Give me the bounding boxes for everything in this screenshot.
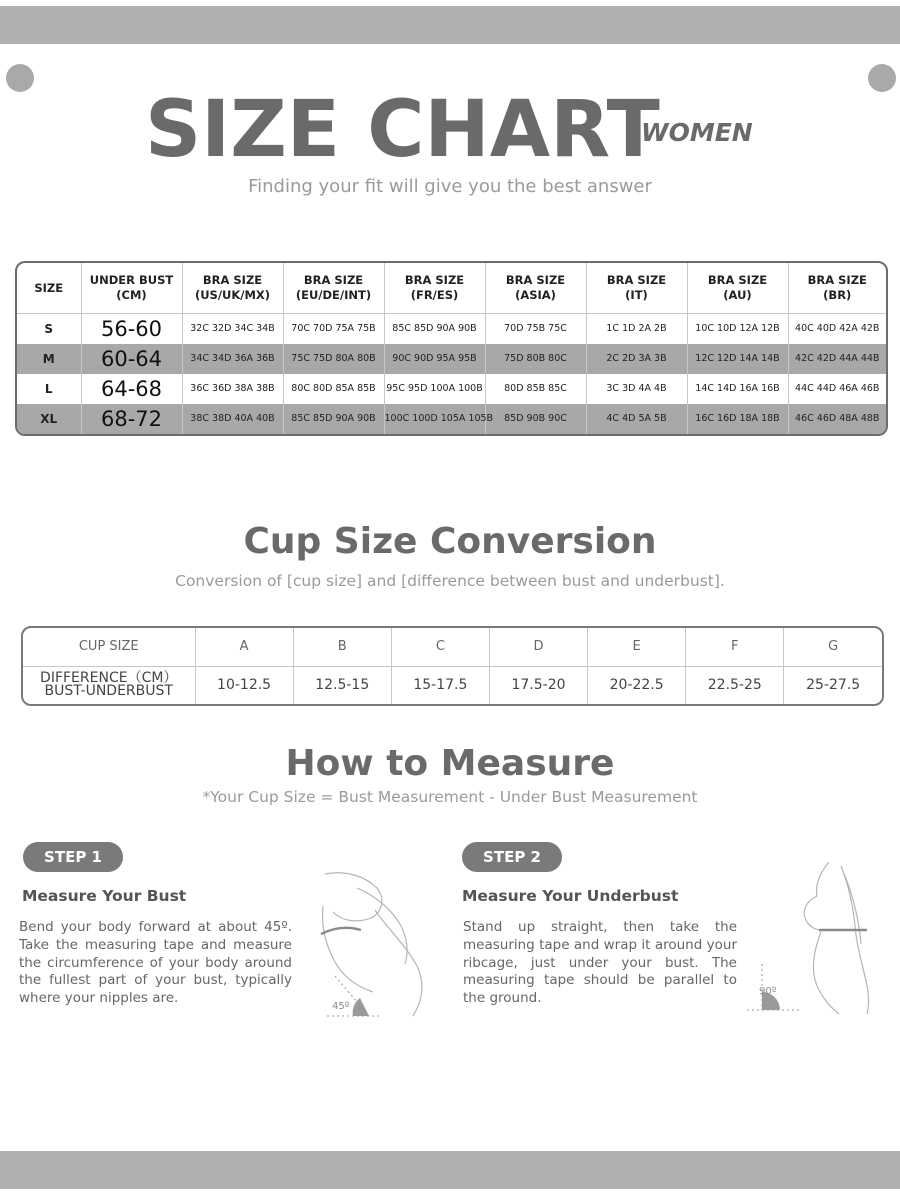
size-table-header: SIZE xyxy=(34,280,64,295)
bra-size-cell: 1C 1D 2A 2B xyxy=(586,314,687,344)
size-cell: S xyxy=(44,321,54,336)
measure-section-title: How to Measure xyxy=(285,743,615,784)
under-bust-cell: 68-72 xyxy=(81,404,182,434)
bra-size-cell: 42C 42D 44A 44B xyxy=(788,344,886,374)
title-badge-women: WOMEN xyxy=(641,118,753,147)
bra-size-cell: 34C 34D 36A 36B xyxy=(182,344,283,374)
cup-range-cell: 25-27.5 xyxy=(784,666,882,704)
step2-pill: STEP 2 xyxy=(462,842,562,872)
measure-formula: *Your Cup Size = Bust Measurement - Under Bust Measurement xyxy=(202,788,698,806)
under-bust-cell: 60-64 xyxy=(81,344,182,374)
difference-label xyxy=(23,666,195,704)
bra-size-cell: 100C 100D 105A 105B xyxy=(384,404,485,434)
bra-size-cell: 70D 75B 75C xyxy=(485,314,586,344)
step2-angle-label: 90º xyxy=(759,986,777,997)
cup-letter-cell: F xyxy=(686,628,784,666)
bra-size-cell: 95C 95D 100A 100B xyxy=(384,374,485,404)
size-cell: M xyxy=(42,351,55,366)
bra-size-cell: 12C 12D 14A 14B xyxy=(687,344,788,374)
cup-range-cell: 15-17.5 xyxy=(391,666,489,704)
size-cell: L xyxy=(44,381,53,396)
step2-text: Stand up straight, then take the measuring tape and wrap it around your ribcage, just under your bust. The measuring tape should be parallel to the ground. xyxy=(463,919,737,1007)
bra-size-cell: 40C 40D 42A 42B xyxy=(788,314,886,344)
cup-section-title: Cup Size Conversion xyxy=(243,521,657,562)
size-table-header: BRA SIZE (AU) xyxy=(687,263,788,314)
cup-range-cell: 10-12.5 xyxy=(195,666,293,704)
bra-size-cell: 38C 38D 40A 40B xyxy=(182,404,283,434)
bra-size-cell: 85C 85D 90A 90B xyxy=(283,404,384,434)
cup-letter-cell: A xyxy=(195,628,293,666)
step2-heading: Measure Your Underbust xyxy=(462,887,679,905)
size-table-header: BRA SIZE (ASIA) xyxy=(485,263,586,314)
cup-section-subtitle: Conversion of [cup size] and [difference between bust and underbust]. xyxy=(175,572,725,590)
bra-size-cell: 3C 3D 4A 4B xyxy=(586,374,687,404)
size-table-header: BRA SIZE (IT) xyxy=(586,263,687,314)
size-table-row xyxy=(17,314,886,344)
cup-range-cell: 12.5-15 xyxy=(293,666,391,704)
cup-range-cell: 22.5-25 xyxy=(686,666,784,704)
left-dot-decoration xyxy=(6,64,34,92)
cup-size-label: CUP SIZE xyxy=(78,639,139,655)
size-table-row xyxy=(17,374,886,404)
cup-letter-cell: B xyxy=(293,628,391,666)
bra-size-cell: 70C 70D 75A 75B xyxy=(283,314,384,344)
bra-size-cell: 90C 90D 95A 95B xyxy=(384,344,485,374)
bra-size-cell: 85C 85D 90A 90B xyxy=(384,314,485,344)
cup-letter-cell: D xyxy=(489,628,587,666)
underbust-measure-illustration xyxy=(745,856,885,1016)
size-table-header: BRA SIZE (BR) xyxy=(788,263,886,314)
bra-size-cell: 75C 75D 80A 80B xyxy=(283,344,384,374)
size-cell: XL xyxy=(40,411,58,426)
bra-size-cell: 85D 90B 90C xyxy=(485,404,586,434)
cup-range-cell: 20-22.5 xyxy=(588,666,686,704)
bra-size-cell: 36C 36D 38A 38B xyxy=(182,374,283,404)
cup-letter-cell: C xyxy=(391,628,489,666)
bra-size-cell: 46C 46D 48A 48B xyxy=(788,404,886,434)
bra-size-cell: 44C 44D 46A 46B xyxy=(788,374,886,404)
bra-size-cell: 14C 14D 16A 16B xyxy=(687,374,788,404)
right-dot-decoration xyxy=(868,64,896,92)
page-title: SIZE CHART xyxy=(145,85,660,175)
top-band xyxy=(0,6,900,44)
step1-angle-label: 45º xyxy=(332,1001,350,1012)
size-table-header: BRA SIZE (EU/DE/INT) xyxy=(283,263,384,314)
cup-range-cell: 17.5-20 xyxy=(489,666,587,704)
size-table-header: BRA SIZE (US/UK/MX) xyxy=(182,263,283,314)
bra-size-cell: 32C 32D 34C 34B xyxy=(182,314,283,344)
bra-size-cell: 80C 80D 85A 85B xyxy=(283,374,384,404)
cup-letter-cell: E xyxy=(588,628,686,666)
size-table xyxy=(15,261,888,436)
size-table-header: BRA SIZE (FR/ES) xyxy=(384,263,485,314)
difference-label-line1: DIFFERENCE（CM） xyxy=(40,670,178,687)
step1-text: Bend your body forward at about 45º. Take the measuring tape and measure the circumference of your body around the fullest part of your bust, typically where your nipples are. xyxy=(19,919,292,1007)
bra-size-cell: 4C 4D 5A 5B xyxy=(586,404,687,434)
size-table-row xyxy=(17,344,886,374)
cup-letter-cell: G xyxy=(784,628,882,666)
bra-size-cell: 75D 80B 80C xyxy=(485,344,586,374)
bra-size-cell: 10C 10D 12A 12B xyxy=(687,314,788,344)
difference-label-line2: BUST-UNDERBUST xyxy=(44,683,173,700)
size-table-row xyxy=(17,404,886,434)
step1-pill: STEP 1 xyxy=(23,842,123,872)
step1-heading: Measure Your Bust xyxy=(22,887,187,905)
under-bust-cell: 56-60 xyxy=(81,314,182,344)
under-bust-cell: 64-68 xyxy=(81,374,182,404)
page-subtitle: Finding your fit will give you the best answer xyxy=(248,176,652,197)
size-table-header: UNDER BUST (CM) xyxy=(81,263,182,314)
bra-size-cell: 2C 2D 3A 3B xyxy=(586,344,687,374)
bust-measure-illustration xyxy=(305,866,440,1026)
bra-size-cell: 80D 85B 85C xyxy=(485,374,586,404)
cup-table xyxy=(21,626,884,706)
bottom-band xyxy=(0,1151,900,1189)
bra-size-cell: 16C 16D 18A 18B xyxy=(687,404,788,434)
